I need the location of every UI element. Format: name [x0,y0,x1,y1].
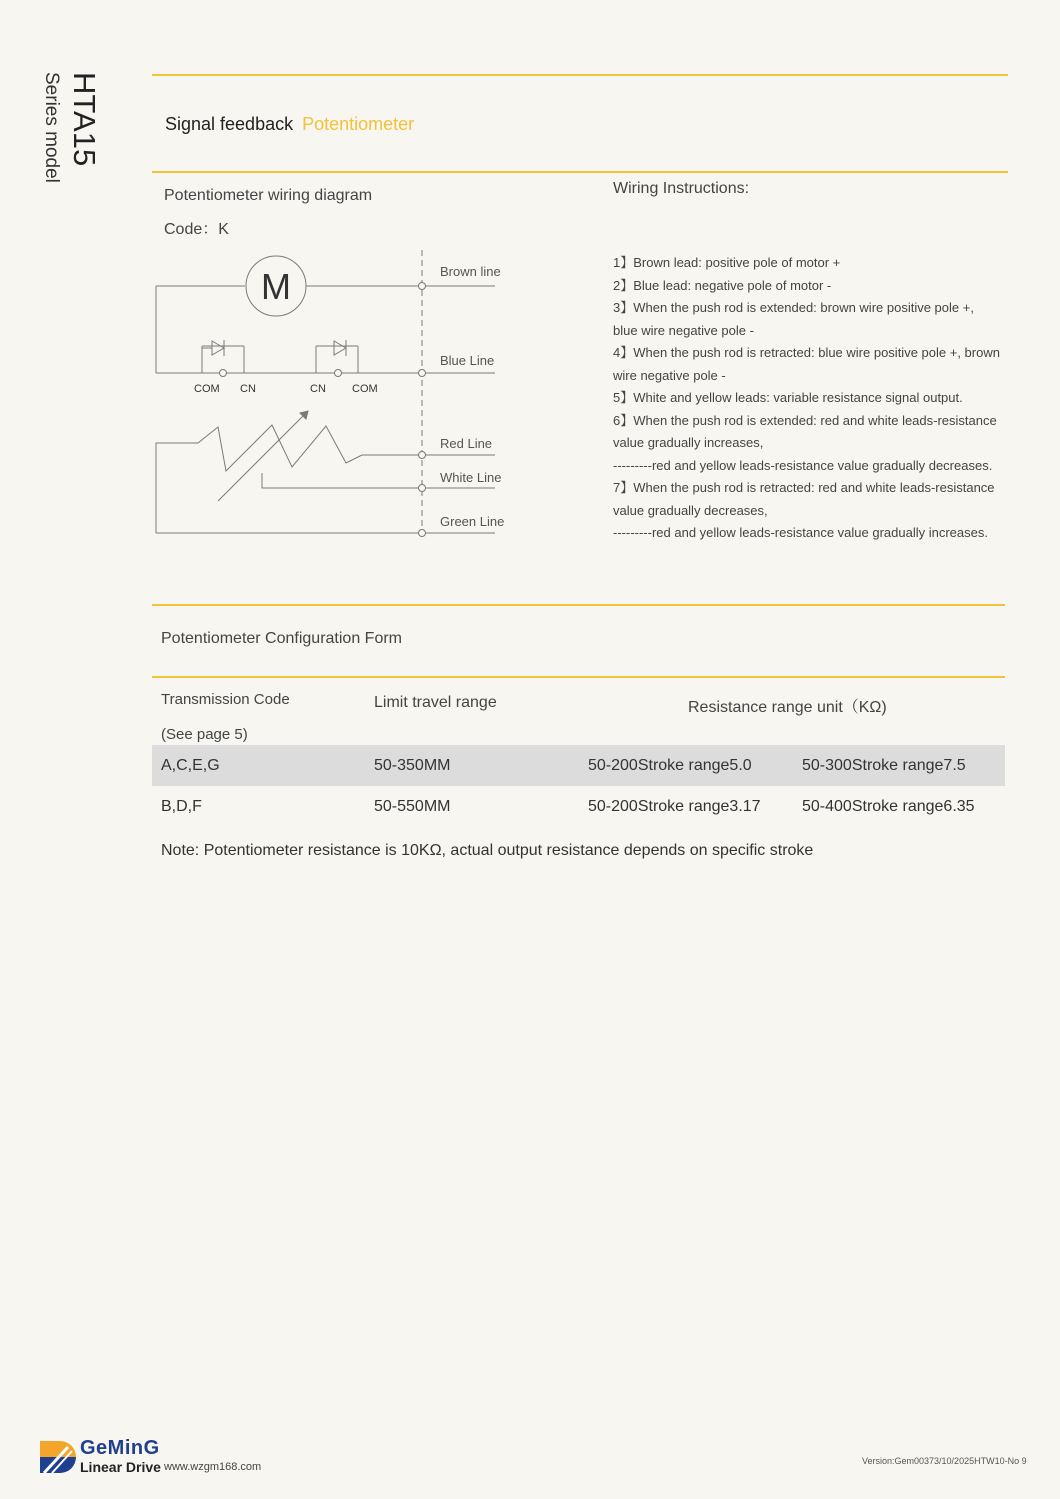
config-rule-header [152,676,1005,678]
brand-tagline: Linear Drive [80,1459,161,1475]
instruction-line: wire negative pole - [613,367,726,383]
header-code: Transmission Code [161,691,290,708]
config-note: Note: Potentiometer resistance is 10KΩ, actual output resistance depends on specific stroke [161,842,814,859]
config-title: Potentiometer Configuration Form [161,630,402,647]
wire-label-white: White Line [440,470,502,485]
instruction-line: value gradually decreases, [613,502,768,518]
diagram-title: Potentiometer wiring diagram [164,187,373,204]
header-travel: Limit travel range [374,694,497,711]
instruction-line: ---------red and yellow leads-resistance value gradually increases. [613,525,988,540]
brand-logo-icon [38,1437,78,1477]
cell-code: A,C,E,G [161,757,220,774]
wire-label-brown: Brown line [440,264,501,279]
header-label: Signal feedback [165,114,294,134]
wire-label-blue: Blue Line [440,353,495,368]
instructions-list [613,252,1008,545]
header-rule [152,171,1008,173]
brand-name: GeMinG [80,1437,160,1459]
instruction-line: value gradually increases, [613,435,764,450]
cell-code: B,D,F [161,798,202,815]
header-code-sub: (See page 5) [161,726,248,743]
instruction-line: 6】When the push rod is extended: red and white leads-resistance [613,412,997,428]
switch-label: COM [194,383,220,395]
footer-website: www.wzgm168.com [164,1461,262,1473]
instruction-line: blue wire negative pole - [613,322,754,338]
top-rule [152,74,1008,76]
cell-travel: 50-350MM [374,757,451,774]
cell-resistance-2: 50-300Stroke range7.5 [802,757,966,774]
motor-letter: M [261,266,291,307]
switch-label: CN [310,383,326,395]
header-resistance: Resistance range unit（KΩ) [688,699,887,716]
wiring-diagram [150,245,510,545]
cell-resistance-1: 50-200Stroke range5.0 [588,757,752,774]
instruction-line: 7】When the push rod is retracted: red and white leads-resistance [613,480,995,495]
instructions-title: Wiring Instructions: [613,180,750,197]
header-highlight: Potentiometer [302,114,415,134]
cell-resistance-2: 50-400Stroke range6.35 [802,798,975,815]
table-row [152,745,1005,786]
diagram-code: Code：K [164,221,229,238]
instruction-line: 4】When the push rod is retracted: blue wire positive pole +, brown [613,345,1000,360]
footer-version: Version:Gem00373/10/2025HTW10-No 9 [862,1456,1027,1466]
config-rule-top [152,604,1005,606]
cell-resistance-1: 50-200Stroke range3.17 [588,798,761,815]
side-title [38,72,104,183]
instruction-line: 5】White and yellow leads: variable resistance signal output. [613,390,963,405]
instruction-line: 3】When the push rod is extended: brown wire positive pole +, [613,300,974,315]
model-name: HTA15 [67,72,102,167]
instruction-line: ---------red and yellow leads-resistance value gradually decreases. [613,457,993,473]
switch-label: CN [240,383,256,395]
wire-label-green: Green Line [440,514,505,529]
table-row [152,786,1005,827]
series-label: Series model [41,72,62,183]
switch-label: COM [352,383,378,395]
instruction-line: 1】Brown lead: positive pole of motor + [613,255,841,270]
wire-label-red: Red Line [440,436,493,451]
instruction-line: 2】Blue lead: negative pole of motor - [613,277,832,293]
section-header [165,114,414,135]
cell-travel: 50-550MM [374,798,451,815]
